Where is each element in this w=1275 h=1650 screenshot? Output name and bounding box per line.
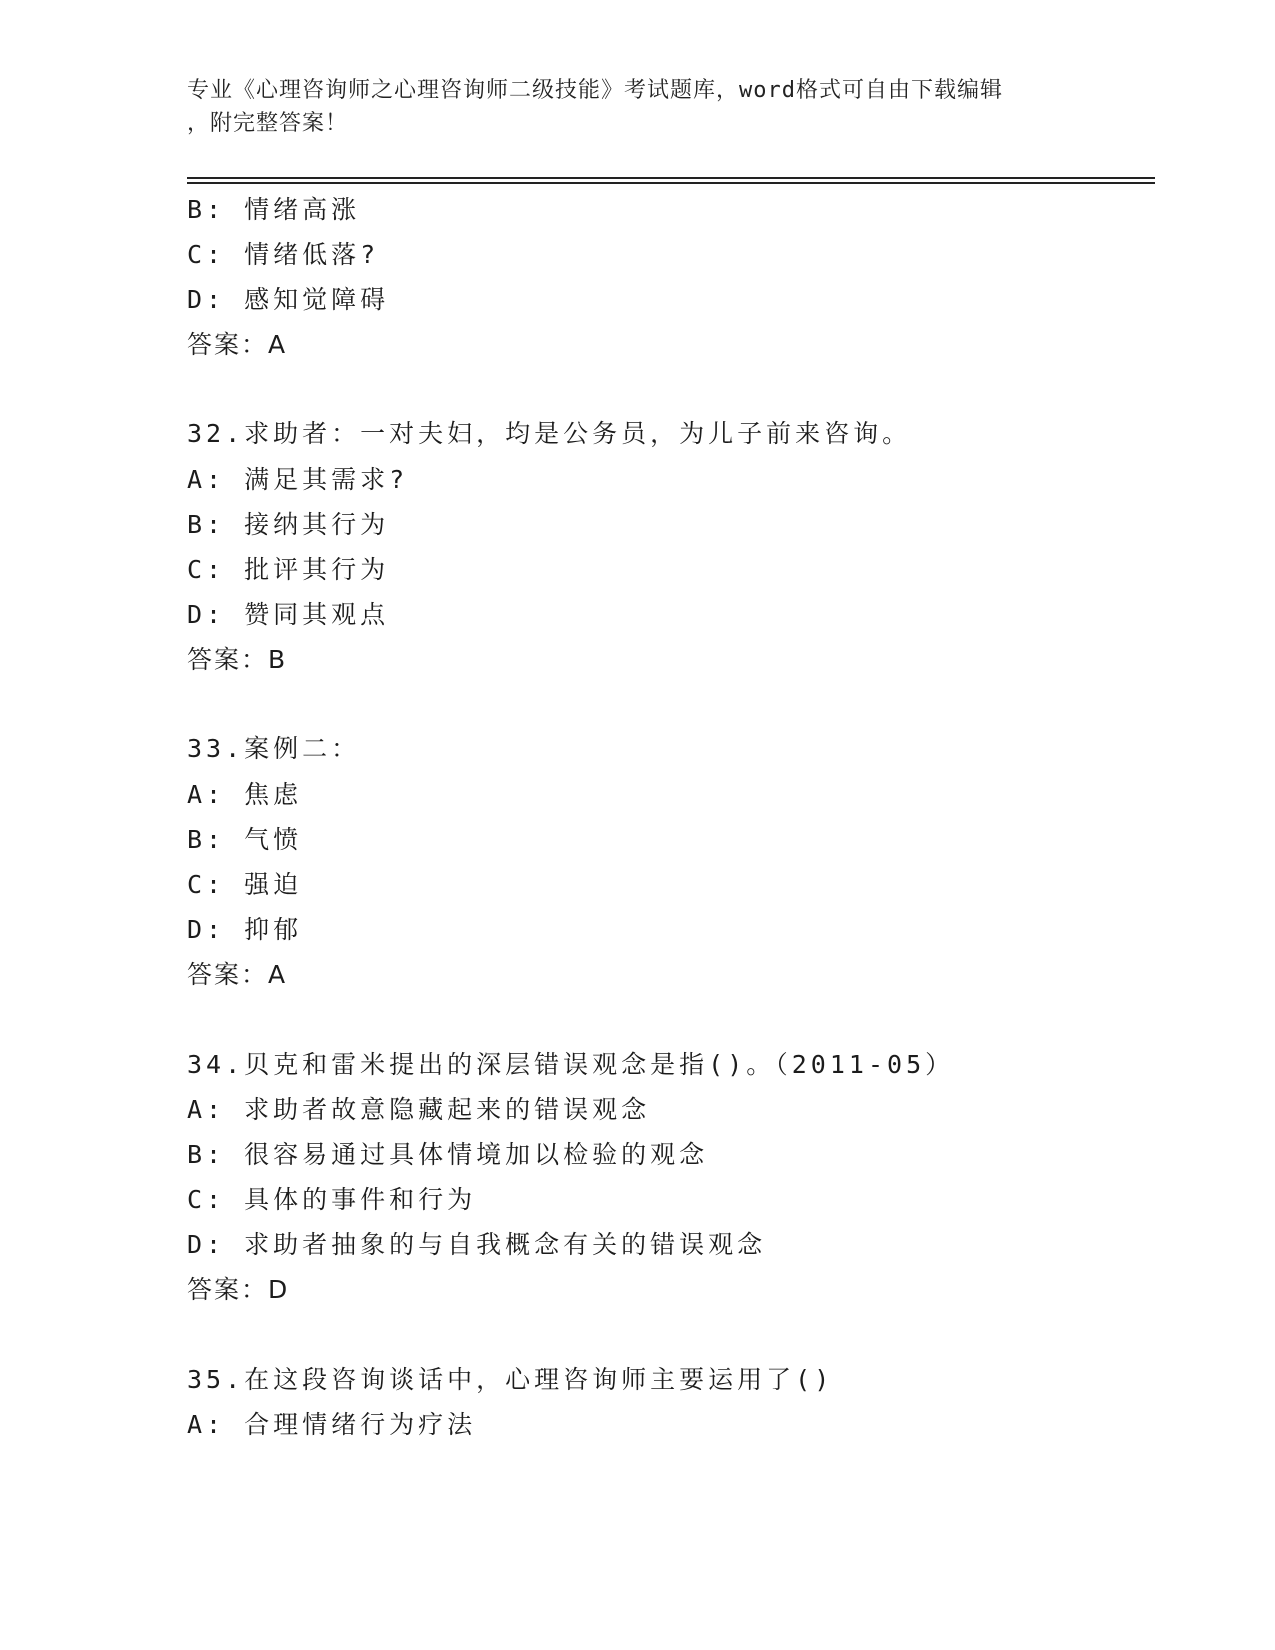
option-a: A: 满足其需求? [187, 465, 409, 494]
question-stem: 33.案例二： [187, 734, 361, 763]
answer-line: 答案：A [187, 960, 288, 989]
option-b: B: 很容易通过具体情境加以检验的观念 [187, 1140, 709, 1169]
option-d: D: 求助者抽象的与自我概念有关的错误观念 [187, 1230, 767, 1259]
option-a: A: 合理情绪行为疗法 [187, 1410, 477, 1439]
option-b: B: 气愤 [187, 825, 303, 854]
header-divider-top [187, 177, 1155, 179]
option-a: A: 求助者故意隐藏起来的错误观念 [187, 1095, 651, 1124]
header-line-1: 专业《心理咨询师之心理咨询师二级技能》考试题库，word格式可自由下载编辑 [187, 78, 1003, 103]
answer-line: 答案：B [187, 645, 288, 674]
option-d: D: 抑郁 [187, 915, 303, 944]
option-d: D: 赞同其观点 [187, 600, 390, 629]
option-c: C: 批评其行为 [187, 555, 390, 584]
answer-line: 答案：D [187, 1275, 290, 1304]
header-line-2: ，附完整答案！ [187, 111, 349, 136]
document-header [187, 74, 1087, 140]
option-c: C: 强迫 [187, 870, 303, 899]
question-stem: 35.在这段咨询谈话中，心理咨询师主要运用了() [187, 1365, 834, 1394]
option-c: C: 具体的事件和行为 [187, 1185, 477, 1214]
option-b: B: 接纳其行为 [187, 510, 390, 539]
option-d: D: 感知觉障碍 [187, 285, 390, 314]
answer-line: 答案：A [187, 330, 288, 359]
option-a: A: 焦虑 [187, 780, 303, 809]
option-c: C: 情绪低落? [187, 240, 380, 269]
question-stem: 34.贝克和雷米提出的深层错误观念是指()。（2011-05） [187, 1050, 955, 1079]
option-b: B: 情绪高涨 [187, 195, 361, 224]
header-divider-bottom [187, 182, 1155, 184]
question-stem: 32.求助者：一对夫妇，均是公务员，为儿子前来咨询。 [187, 419, 912, 448]
